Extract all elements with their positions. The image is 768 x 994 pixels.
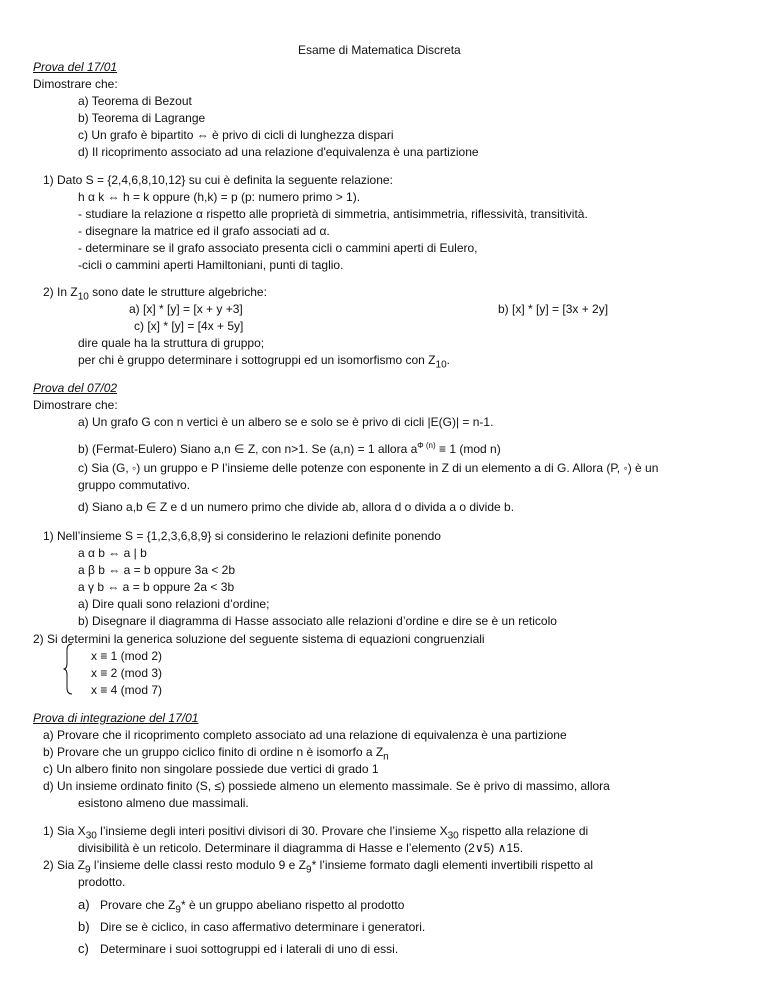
exercise-text: * l’insieme formato dagli elementi invertibili rispetto al [311, 858, 594, 872]
subscript: n [383, 751, 389, 763]
exercise-line: a γ b ⇔ a = b oppure 2a < 3b [78, 580, 235, 594]
sub-question-text: Provare che Z [100, 898, 176, 912]
subscript: 30 [447, 830, 459, 842]
congruence: x ≡ 1 (mod 2) [91, 649, 163, 663]
exercise-line: - determinare se il grafo associato presenta cicli o cammini aperti di Eulero, [78, 241, 478, 255]
sub-question-text: * è un gruppo abeliano rispetto al prodotto [180, 898, 405, 912]
structure-b: b) [x] * [y] = [3x + 2y] [498, 302, 609, 316]
sub-question-text: Determinare i suoi sottogruppi ed i laterali di uno di essi. [100, 942, 399, 956]
list-text: b) Provare che un gruppo ciclico finito di ordine n è isomorfo a Z [43, 745, 384, 759]
sub-question [78, 919, 425, 935]
sub-question [78, 897, 404, 917]
sub-question-label: b) [78, 919, 90, 934]
section-intro: Dimostrare che: [33, 398, 118, 412]
list-item: b) Teorema di Lagrange [78, 111, 206, 125]
exercise-line: prodotto. [78, 875, 126, 889]
list-text: ≡ 1 (mod n) [435, 442, 501, 456]
list-item: a) Provare che il ricoprimento completo associato ad una relazione di equivalenza è una partizione [43, 728, 567, 742]
section-heading-1: Prova del 17/01 [33, 60, 118, 74]
exercise-line: a α b ⇔ a | b [78, 546, 147, 560]
exercise-text: rispetto alla relazione di [458, 824, 589, 838]
exercise-line: - studiare la relazione α rispetto alle proprietà di simmetria, antisimmetria, riflessività, transitività. [78, 207, 588, 221]
subscript: 10 [435, 359, 447, 371]
subscript: 9 [175, 904, 181, 916]
list-item: d) Il ricoprimento associato ad una relazione d'equivalenza è una partizione [78, 145, 479, 159]
exercise-line: dire quale ha la struttura di gruppo; [78, 336, 265, 350]
exercise-line: divisibilità è un reticolo. Determinare il diagramma di Hasse e l’elemento (2∨5) ∧15. [78, 841, 524, 855]
structure-c: c) [x] * [y] = [4x + 5y] [134, 319, 244, 333]
exercise-text: sono date le strutture algebriche: [88, 285, 267, 299]
exercise-text: 1) Sia X [43, 824, 86, 838]
left-brace-icon [63, 643, 73, 695]
list-item: a) Un grafo G con n vertici è un albero se e solo se è privo di cicli |E(G)| = n-1. [78, 415, 494, 429]
list-item-continuation: esistono almeno due massimali. [78, 796, 249, 810]
list-item: c) Un grafo è bipartito ⇔ è privo di cicli di lunghezza dispari [78, 128, 394, 142]
exercise-line [43, 858, 593, 877]
exercise-line: -cicli o cammini aperti Hamiltoniani, punti di taglio. [78, 258, 344, 272]
exercise-line: 2) Si determini la generica soluzione del seguente sistema di equazioni congruenziali [33, 632, 485, 646]
exercise-line: 1) Dato S = {2,4,6,8,10,12} su cui è definita la seguente relazione: [43, 173, 393, 187]
exercise-text: 2) Sia Z [43, 858, 86, 872]
list-item: c) Un albero finito non singolare possiede due vertici di grado 1 [43, 762, 379, 776]
exercise-text: l’insieme delle classi resto modulo 9 e Z [90, 858, 307, 872]
exercise-line: h α k ⇔ h = k oppure (h,k) = p (p: numero primo > 1). [78, 190, 361, 204]
sub-question-text: Dire se è ciclico, in caso affermativo determinare i generatori. [100, 920, 426, 934]
list-item [78, 438, 501, 457]
exercise-text: . [446, 353, 450, 367]
subscript: 30 [85, 830, 97, 842]
congruence: x ≡ 4 (mod 7) [91, 683, 163, 697]
section-intro: Dimostrare che: [33, 77, 118, 91]
section-heading-3: Prova di integrazione del 17/01 [33, 711, 199, 725]
exercise-line: - disegnare la matrice ed il grafo associati ad α. [78, 224, 330, 238]
list-item-continuation: gruppo commutativo. [78, 478, 191, 492]
sub-question-label: a) [78, 897, 90, 912]
exercise-text: l’insieme degli interi positivi divisori di 30. Provare che l’insieme X [96, 824, 448, 838]
list-item: d) Un insieme ordinato finito (S, ≤) possiede almeno un elemento massimale. Se è privo di massimo, allora [43, 779, 610, 793]
subscript: 9 [306, 864, 312, 876]
exercise-line: a β b ⇔ a = b oppure 3a < 2b [78, 563, 236, 577]
subscript: 10 [77, 291, 89, 303]
exercise-text: per chi è gruppo determinare i sottogruppi ed un isomorfismo con Z [78, 353, 436, 367]
list-item: c) Sia (G, ◦) un gruppo e P l’insieme delle potenze con esponente in Z di un elemento a di G. Allora (P, ◦) è un [78, 461, 659, 475]
structure-a: a) [x] * [y] = [x + y +3] [129, 302, 243, 316]
exercise-line: a) Dire quali sono relazioni d’ordine; [78, 597, 270, 611]
section-heading-2: Prova del 07/02 [33, 381, 118, 395]
exercise-text: 2) In Z [43, 285, 78, 299]
congruence: x ≡ 2 (mod 3) [91, 666, 163, 680]
sub-question [78, 941, 398, 957]
list-item: a) Teorema di Bezout [78, 94, 192, 108]
subscript: 9 [85, 864, 91, 876]
exercise-line [78, 353, 450, 372]
document-title: Esame di Matematica Discreta [298, 43, 461, 57]
superscript: Φ (n) [417, 441, 436, 450]
exercise-line: 1) Nell’insieme S = {1,2,3,6,8,9} si considerino le relazioni definite ponendo [43, 529, 441, 543]
list-item: d) Siano a,b ∈ Z e d un numero primo che divide ab, allora d o divida a o divide b. [78, 500, 515, 514]
sub-question-label: c) [78, 941, 89, 956]
exercise-line: b) Disegnare il diagramma di Hasse associato alle relazioni d’ordine e dire se è un reticolo [78, 614, 557, 628]
list-text: b) (Fermat-Eulero) Siano a,n ∈ Z, con n>1. Se (a,n) = 1 allora a [78, 442, 418, 456]
